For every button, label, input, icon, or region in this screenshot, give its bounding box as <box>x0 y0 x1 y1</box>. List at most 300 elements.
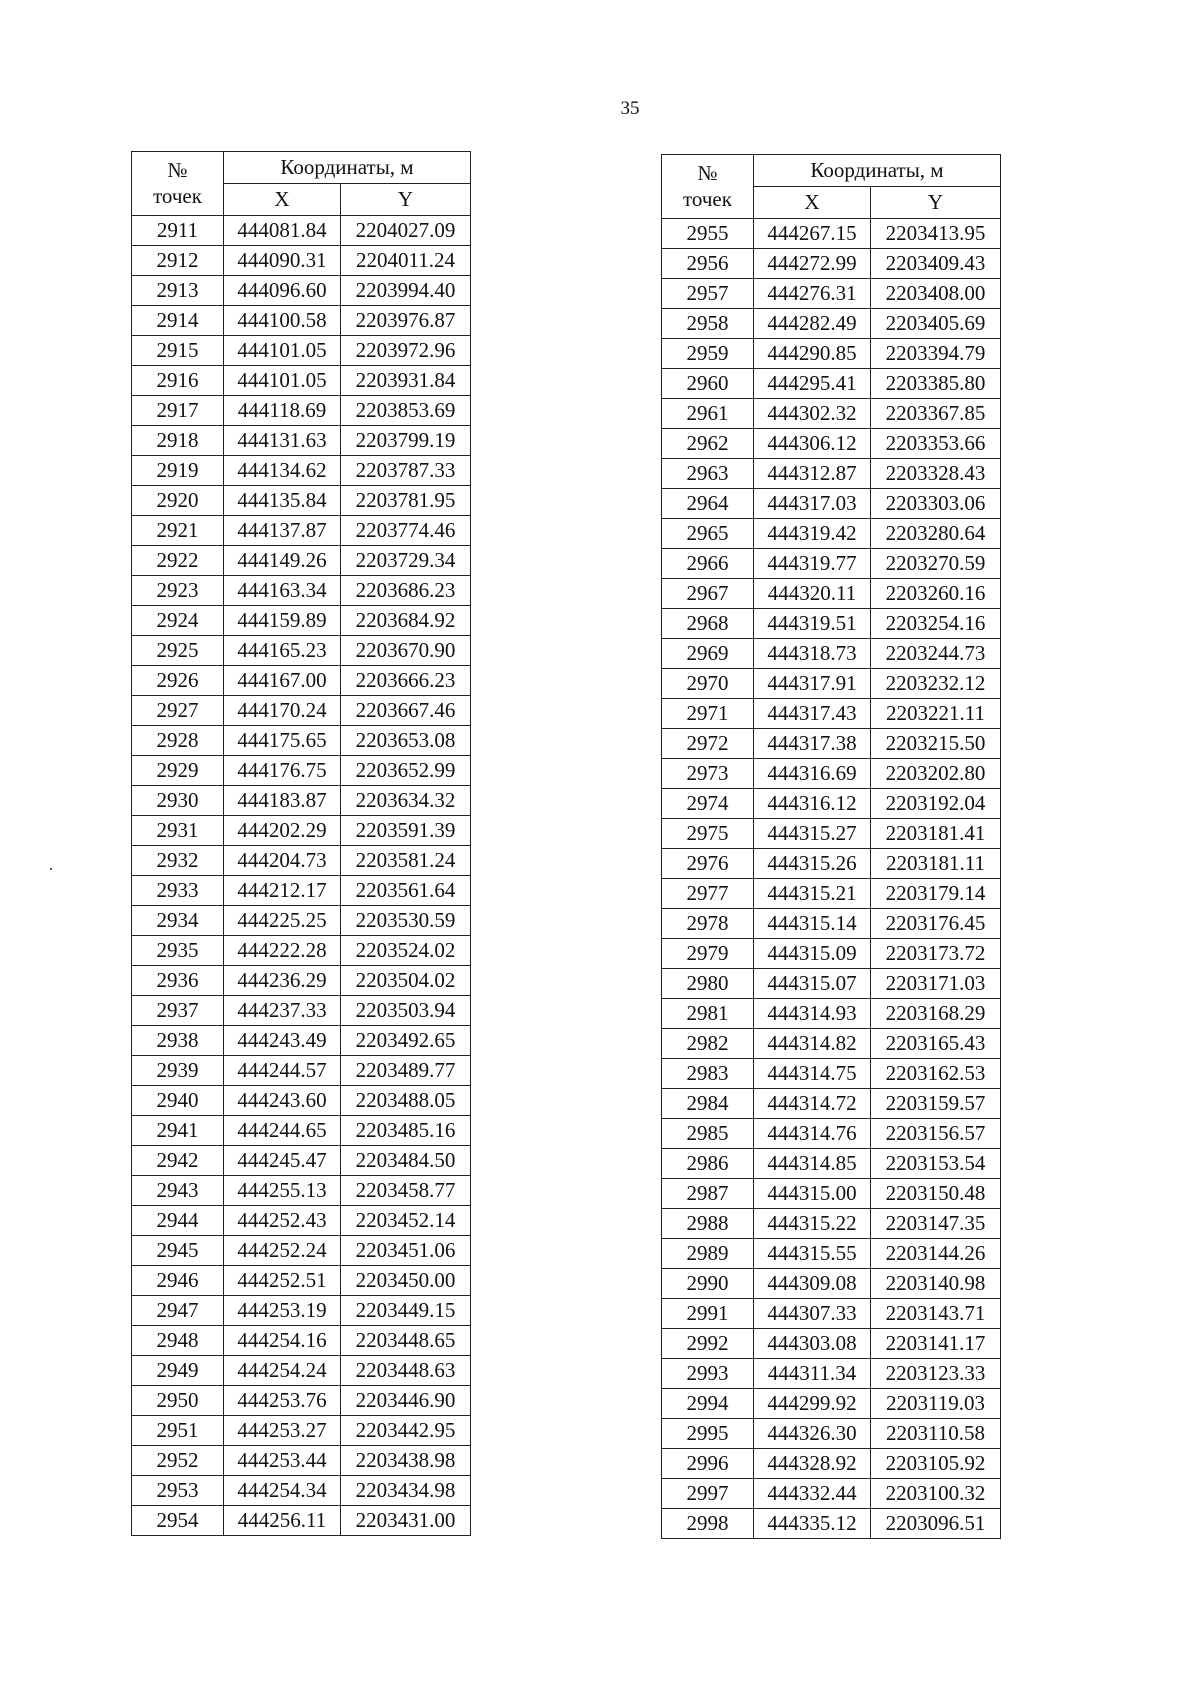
x-coordinate-cell: 444243.49 <box>224 1026 341 1056</box>
y-coordinate-cell: 2203561.64 <box>341 876 471 906</box>
table-row <box>132 1056 471 1086</box>
y-coordinate-cell: 2203489.77 <box>341 1056 471 1086</box>
y-coordinate-cell: 2203232.12 <box>871 669 1001 699</box>
y-coordinate-cell: 2203451.06 <box>341 1236 471 1266</box>
y-coordinate-cell: 2203774.46 <box>341 516 471 546</box>
y-coordinate-cell: 2203485.16 <box>341 1116 471 1146</box>
y-coordinate-cell: 2203221.11 <box>871 699 1001 729</box>
point-number-cell: 2912 <box>132 246 224 276</box>
y-coordinate-cell: 2203972.96 <box>341 336 471 366</box>
point-number-cell: 2986 <box>662 1149 754 1179</box>
y-coordinate-cell: 2203367.85 <box>871 399 1001 429</box>
y-coordinate-cell: 2203591.39 <box>341 816 471 846</box>
table-row <box>662 549 1001 579</box>
x-coordinate-cell: 444202.29 <box>224 816 341 846</box>
point-number-cell: 2997 <box>662 1479 754 1509</box>
y-coordinate-cell: 2203144.26 <box>871 1239 1001 1269</box>
x-coordinate-cell: 444315.14 <box>754 909 871 939</box>
y-coordinate-cell: 2203260.16 <box>871 579 1001 609</box>
y-coordinate-cell: 2203504.02 <box>341 966 471 996</box>
table-row <box>662 1089 1001 1119</box>
table-row <box>662 729 1001 759</box>
x-coordinate-cell: 444315.09 <box>754 939 871 969</box>
coordinates-table-right <box>661 154 1001 1539</box>
table-row <box>132 1176 471 1206</box>
y-coordinate-cell: 2203634.32 <box>341 786 471 816</box>
x-coordinate-cell: 444252.51 <box>224 1266 341 1296</box>
x-coordinate-cell: 444176.75 <box>224 756 341 786</box>
x-coordinate-cell: 444309.08 <box>754 1269 871 1299</box>
table-row <box>662 1209 1001 1239</box>
point-number-cell: 2970 <box>662 669 754 699</box>
x-coordinate-cell: 444315.27 <box>754 819 871 849</box>
point-number-cell: 2936 <box>132 966 224 996</box>
table-row <box>662 429 1001 459</box>
point-number-cell: 2992 <box>662 1329 754 1359</box>
x-coordinate-cell: 444312.87 <box>754 459 871 489</box>
table-row <box>132 1356 471 1386</box>
y-coordinate-cell: 2203156.57 <box>871 1119 1001 1149</box>
point-number-cell: 2944 <box>132 1206 224 1236</box>
y-coordinate-cell: 2203729.34 <box>341 546 471 576</box>
x-coordinate-cell: 444244.65 <box>224 1116 341 1146</box>
y-coordinate-cell: 2203684.92 <box>341 606 471 636</box>
y-coordinate-cell: 2203162.53 <box>871 1059 1001 1089</box>
x-coordinate-cell: 444315.00 <box>754 1179 871 1209</box>
point-number-cell: 2962 <box>662 429 754 459</box>
x-coordinate-cell: 444317.43 <box>754 699 871 729</box>
point-number-cell: 2951 <box>132 1416 224 1446</box>
y-coordinate-cell: 2203994.40 <box>341 276 471 306</box>
y-coordinate-cell: 2203141.17 <box>871 1329 1001 1359</box>
x-coordinate-cell: 444319.42 <box>754 519 871 549</box>
point-number-cell: 2975 <box>662 819 754 849</box>
x-coordinate-cell: 444118.69 <box>224 396 341 426</box>
table-row <box>662 879 1001 909</box>
y-coordinate-cell: 2203105.92 <box>871 1449 1001 1479</box>
y-coordinate-cell: 2203853.69 <box>341 396 471 426</box>
y-coordinate-cell: 2203458.77 <box>341 1176 471 1206</box>
x-coordinate-cell: 444256.11 <box>224 1506 341 1536</box>
point-number-cell: 2978 <box>662 909 754 939</box>
x-coordinate-cell: 444328.92 <box>754 1449 871 1479</box>
y-coordinate-cell: 2203484.50 <box>341 1146 471 1176</box>
table-row <box>662 639 1001 669</box>
point-number-cell: 2976 <box>662 849 754 879</box>
x-coordinate-cell: 444315.55 <box>754 1239 871 1269</box>
point-number-cell: 2996 <box>662 1449 754 1479</box>
table-row <box>132 1296 471 1326</box>
table-row <box>132 876 471 906</box>
table-row <box>132 1086 471 1116</box>
x-coordinate-cell: 444101.05 <box>224 366 341 396</box>
table-row <box>132 1386 471 1416</box>
x-coordinate-cell: 444254.24 <box>224 1356 341 1386</box>
y-coordinate-cell: 2203181.41 <box>871 819 1001 849</box>
table-row <box>132 726 471 756</box>
x-coordinate-cell: 444272.99 <box>754 249 871 279</box>
table-row <box>662 1389 1001 1419</box>
table-row <box>132 456 471 486</box>
point-number-cell: 2939 <box>132 1056 224 1086</box>
y-coordinate-cell: 2203787.33 <box>341 456 471 486</box>
point-number-cell: 2947 <box>132 1296 224 1326</box>
y-coordinate-cell: 2203799.19 <box>341 426 471 456</box>
x-coordinate-cell: 444253.27 <box>224 1416 341 1446</box>
x-coordinate-cell: 444222.28 <box>224 936 341 966</box>
y-coordinate-cell: 2203385.80 <box>871 369 1001 399</box>
x-coordinate-cell: 444320.11 <box>754 579 871 609</box>
table-row <box>132 966 471 996</box>
point-number-cell: 2979 <box>662 939 754 969</box>
table-row <box>132 996 471 1026</box>
table-row <box>132 696 471 726</box>
coordinates-rows <box>662 219 1001 1539</box>
point-number-cell: 2916 <box>132 366 224 396</box>
table-row <box>132 1026 471 1056</box>
point-number-cell: 2946 <box>132 1266 224 1296</box>
point-number-cell: 2911 <box>132 216 224 246</box>
y-coordinate-cell: 2203100.32 <box>871 1479 1001 1509</box>
point-number-cell: 2932 <box>132 846 224 876</box>
point-number-cell: 2913 <box>132 276 224 306</box>
x-coordinate-cell: 444315.26 <box>754 849 871 879</box>
y-coordinate-cell: 2203670.90 <box>341 636 471 666</box>
header-number-sign: № <box>167 158 188 183</box>
y-coordinate-cell: 2203503.94 <box>341 996 471 1026</box>
point-number-cell: 2934 <box>132 906 224 936</box>
point-number-cell: 2919 <box>132 456 224 486</box>
y-coordinate-cell: 2203524.02 <box>341 936 471 966</box>
y-coordinate-cell: 2203280.64 <box>871 519 1001 549</box>
point-number-cell: 2990 <box>662 1269 754 1299</box>
y-coordinate-cell: 2203173.72 <box>871 939 1001 969</box>
x-coordinate-cell: 444316.12 <box>754 789 871 819</box>
table-row <box>662 609 1001 639</box>
x-coordinate-cell: 444081.84 <box>224 216 341 246</box>
table-row <box>132 246 471 276</box>
point-number-cell: 2957 <box>662 279 754 309</box>
point-number-cell: 2972 <box>662 729 754 759</box>
table-row <box>132 336 471 366</box>
point-number-cell: 2915 <box>132 336 224 366</box>
x-coordinate-cell: 444175.65 <box>224 726 341 756</box>
x-coordinate-cell: 444335.12 <box>754 1509 871 1539</box>
x-coordinate-cell: 444317.38 <box>754 729 871 759</box>
point-number-cell: 2960 <box>662 369 754 399</box>
x-coordinate-cell: 444295.41 <box>754 369 871 399</box>
y-coordinate-cell: 2203140.98 <box>871 1269 1001 1299</box>
point-number-cell: 2943 <box>132 1176 224 1206</box>
x-coordinate-cell: 444299.92 <box>754 1389 871 1419</box>
point-number-cell: 2977 <box>662 879 754 909</box>
x-coordinate-cell: 444314.72 <box>754 1089 871 1119</box>
y-coordinate-cell: 2203123.33 <box>871 1359 1001 1389</box>
point-number-cell: 2929 <box>132 756 224 786</box>
table-row <box>662 1269 1001 1299</box>
x-coordinate-cell: 444314.75 <box>754 1059 871 1089</box>
table-row <box>132 426 471 456</box>
y-coordinate-cell: 2203181.11 <box>871 849 1001 879</box>
point-number-cell: 2967 <box>662 579 754 609</box>
table-row <box>132 1206 471 1236</box>
table-row <box>662 1299 1001 1329</box>
point-number-cell: 2988 <box>662 1209 754 1239</box>
y-coordinate-cell: 2203353.66 <box>871 429 1001 459</box>
y-coordinate-cell: 2203448.65 <box>341 1326 471 1356</box>
header-point-number <box>132 152 224 216</box>
x-coordinate-cell: 444303.08 <box>754 1329 871 1359</box>
x-coordinate-cell: 444135.84 <box>224 486 341 516</box>
table-row <box>132 606 471 636</box>
x-coordinate-cell: 444315.22 <box>754 1209 871 1239</box>
x-coordinate-cell: 444282.49 <box>754 309 871 339</box>
header-coordinates: Координаты, м <box>754 155 1001 187</box>
point-number-cell: 2922 <box>132 546 224 576</box>
table-row <box>132 1416 471 1446</box>
y-coordinate-cell: 2203328.43 <box>871 459 1001 489</box>
x-coordinate-cell: 444317.91 <box>754 669 871 699</box>
x-coordinate-cell: 444163.34 <box>224 576 341 606</box>
x-coordinate-cell: 444306.12 <box>754 429 871 459</box>
point-number-cell: 2982 <box>662 1029 754 1059</box>
point-number-cell: 2955 <box>662 219 754 249</box>
y-coordinate-cell: 2203431.00 <box>341 1506 471 1536</box>
y-coordinate-cell: 2203096.51 <box>871 1509 1001 1539</box>
x-coordinate-cell: 444212.17 <box>224 876 341 906</box>
y-coordinate-cell: 2203434.98 <box>341 1476 471 1506</box>
table-row <box>132 846 471 876</box>
coordinates-table-left <box>131 151 471 1536</box>
x-coordinate-cell: 444314.76 <box>754 1119 871 1149</box>
point-number-cell: 2959 <box>662 339 754 369</box>
point-number-cell: 2948 <box>132 1326 224 1356</box>
y-coordinate-cell: 2203442.95 <box>341 1416 471 1446</box>
x-coordinate-cell: 444253.19 <box>224 1296 341 1326</box>
point-number-cell: 2924 <box>132 606 224 636</box>
x-coordinate-cell: 444315.07 <box>754 969 871 999</box>
table-row <box>662 219 1001 249</box>
y-coordinate-cell: 2203244.73 <box>871 639 1001 669</box>
table-row <box>132 756 471 786</box>
header-points-word: точек <box>153 183 202 208</box>
y-coordinate-cell: 2203488.05 <box>341 1086 471 1116</box>
x-coordinate-cell: 444314.82 <box>754 1029 871 1059</box>
header-y: Y <box>871 187 1001 219</box>
table-row <box>132 486 471 516</box>
x-coordinate-cell: 444319.51 <box>754 609 871 639</box>
y-coordinate-cell: 2203652.99 <box>341 756 471 786</box>
y-coordinate-cell: 2203394.79 <box>871 339 1001 369</box>
table-row <box>132 1236 471 1266</box>
x-coordinate-cell: 444170.24 <box>224 696 341 726</box>
x-coordinate-cell: 444149.26 <box>224 546 341 576</box>
table-row <box>132 1326 471 1356</box>
point-number-cell: 2981 <box>662 999 754 1029</box>
y-coordinate-cell: 2203492.65 <box>341 1026 471 1056</box>
table-row <box>662 339 1001 369</box>
scan-speck <box>50 868 52 870</box>
x-coordinate-cell: 444254.34 <box>224 1476 341 1506</box>
table-row <box>662 579 1001 609</box>
y-coordinate-cell: 2203270.59 <box>871 549 1001 579</box>
x-coordinate-cell: 444314.85 <box>754 1149 871 1179</box>
y-coordinate-cell: 2204027.09 <box>341 216 471 246</box>
point-number-cell: 2945 <box>132 1236 224 1266</box>
table-row <box>662 969 1001 999</box>
table-row <box>132 366 471 396</box>
point-number-cell: 2952 <box>132 1446 224 1476</box>
y-coordinate-cell: 2204011.24 <box>341 246 471 276</box>
y-coordinate-cell: 2203653.08 <box>341 726 471 756</box>
point-number-cell: 2941 <box>132 1116 224 1146</box>
x-coordinate-cell: 444244.57 <box>224 1056 341 1086</box>
x-coordinate-cell: 444131.63 <box>224 426 341 456</box>
y-coordinate-cell: 2203110.58 <box>871 1419 1001 1449</box>
x-coordinate-cell: 444183.87 <box>224 786 341 816</box>
table-row <box>132 906 471 936</box>
table-row <box>132 276 471 306</box>
table-row <box>662 1119 1001 1149</box>
table-row <box>132 666 471 696</box>
y-coordinate-cell: 2203450.00 <box>341 1266 471 1296</box>
header-points-word: точек <box>683 186 732 211</box>
y-coordinate-cell: 2203119.03 <box>871 1389 1001 1419</box>
point-number-cell: 2958 <box>662 309 754 339</box>
x-coordinate-cell: 444101.05 <box>224 336 341 366</box>
y-coordinate-cell: 2203179.14 <box>871 879 1001 909</box>
x-coordinate-cell: 444290.85 <box>754 339 871 369</box>
y-coordinate-cell: 2203408.00 <box>871 279 1001 309</box>
table-row <box>662 369 1001 399</box>
y-coordinate-cell: 2203168.29 <box>871 999 1001 1029</box>
point-number-cell: 2927 <box>132 696 224 726</box>
x-coordinate-cell: 444315.21 <box>754 879 871 909</box>
table-row <box>662 1509 1001 1539</box>
table-row <box>132 1446 471 1476</box>
x-coordinate-cell: 444236.29 <box>224 966 341 996</box>
point-number-cell: 2984 <box>662 1089 754 1119</box>
x-coordinate-cell: 444314.93 <box>754 999 871 1029</box>
table-row <box>662 939 1001 969</box>
point-number-cell: 2991 <box>662 1299 754 1329</box>
table-row <box>662 519 1001 549</box>
y-coordinate-cell: 2203165.43 <box>871 1029 1001 1059</box>
point-number-cell: 2980 <box>662 969 754 999</box>
x-coordinate-cell: 444318.73 <box>754 639 871 669</box>
point-number-cell: 2965 <box>662 519 754 549</box>
point-number-cell: 2933 <box>132 876 224 906</box>
header-coordinates: Координаты, м <box>224 152 471 184</box>
point-number-cell: 2949 <box>132 1356 224 1386</box>
point-number-cell: 2974 <box>662 789 754 819</box>
header-number-sign: № <box>697 161 718 186</box>
point-number-cell: 2917 <box>132 396 224 426</box>
x-coordinate-cell: 444096.60 <box>224 276 341 306</box>
y-coordinate-cell: 2203581.24 <box>341 846 471 876</box>
table-row <box>662 699 1001 729</box>
table-row <box>132 516 471 546</box>
x-coordinate-cell: 444276.31 <box>754 279 871 309</box>
point-number-cell: 2998 <box>662 1509 754 1539</box>
y-coordinate-cell: 2203452.14 <box>341 1206 471 1236</box>
point-number-cell: 2971 <box>662 699 754 729</box>
table-row <box>662 1059 1001 1089</box>
y-coordinate-cell: 2203153.54 <box>871 1149 1001 1179</box>
y-coordinate-cell: 2203409.43 <box>871 249 1001 279</box>
point-number-cell: 2914 <box>132 306 224 336</box>
y-coordinate-cell: 2203666.23 <box>341 666 471 696</box>
x-coordinate-cell: 444090.31 <box>224 246 341 276</box>
table-row <box>662 1029 1001 1059</box>
x-coordinate-cell: 444316.69 <box>754 759 871 789</box>
table-row <box>662 279 1001 309</box>
table-row <box>662 309 1001 339</box>
point-number-cell: 2937 <box>132 996 224 1026</box>
x-coordinate-cell: 444307.33 <box>754 1299 871 1329</box>
point-number-cell: 2938 <box>132 1026 224 1056</box>
y-coordinate-cell: 2203176.45 <box>871 909 1001 939</box>
x-coordinate-cell: 444317.03 <box>754 489 871 519</box>
x-coordinate-cell: 444134.62 <box>224 456 341 486</box>
y-coordinate-cell: 2203448.63 <box>341 1356 471 1386</box>
y-coordinate-cell: 2203667.46 <box>341 696 471 726</box>
table-row <box>132 786 471 816</box>
table-row <box>662 789 1001 819</box>
x-coordinate-cell: 444253.76 <box>224 1386 341 1416</box>
x-coordinate-cell: 444204.73 <box>224 846 341 876</box>
x-coordinate-cell: 444252.43 <box>224 1206 341 1236</box>
point-number-cell: 2993 <box>662 1359 754 1389</box>
y-coordinate-cell: 2203171.03 <box>871 969 1001 999</box>
table-row <box>132 216 471 246</box>
y-coordinate-cell: 2203143.71 <box>871 1299 1001 1329</box>
point-number-cell: 2961 <box>662 399 754 429</box>
point-number-cell: 2987 <box>662 1179 754 1209</box>
point-number-cell: 2926 <box>132 666 224 696</box>
x-coordinate-cell: 444137.87 <box>224 516 341 546</box>
point-number-cell: 2956 <box>662 249 754 279</box>
table-row <box>662 669 1001 699</box>
point-number-cell: 2954 <box>132 1506 224 1536</box>
x-coordinate-cell: 444332.44 <box>754 1479 871 1509</box>
x-coordinate-cell: 444243.60 <box>224 1086 341 1116</box>
table-row <box>662 999 1001 1029</box>
y-coordinate-cell: 2203147.35 <box>871 1209 1001 1239</box>
x-coordinate-cell: 444252.24 <box>224 1236 341 1266</box>
header-x: X <box>224 184 341 216</box>
y-coordinate-cell: 2203449.15 <box>341 1296 471 1326</box>
point-number-cell: 2918 <box>132 426 224 456</box>
table-row <box>662 1449 1001 1479</box>
table-row <box>132 1476 471 1506</box>
table-row <box>132 1506 471 1536</box>
table-row <box>662 1479 1001 1509</box>
point-number-cell: 2968 <box>662 609 754 639</box>
table-row <box>662 399 1001 429</box>
point-number-cell: 2925 <box>132 636 224 666</box>
x-coordinate-cell: 444165.23 <box>224 636 341 666</box>
table-row <box>662 1149 1001 1179</box>
x-coordinate-cell: 444253.44 <box>224 1446 341 1476</box>
table-row <box>662 1359 1001 1389</box>
x-coordinate-cell: 444159.89 <box>224 606 341 636</box>
x-coordinate-cell: 444100.58 <box>224 306 341 336</box>
page-number: 35 <box>620 98 640 119</box>
table-row <box>662 849 1001 879</box>
x-coordinate-cell: 444319.77 <box>754 549 871 579</box>
point-number-cell: 2969 <box>662 639 754 669</box>
